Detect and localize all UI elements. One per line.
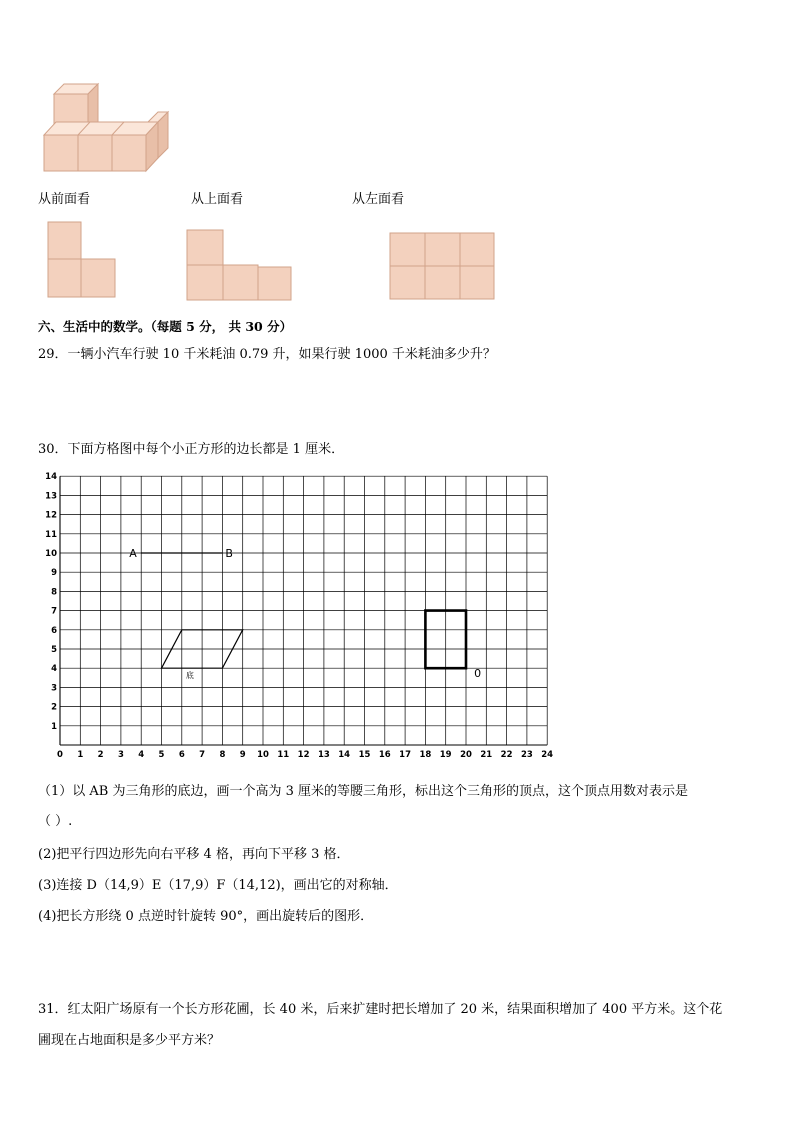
- x-tick-label: 10: [257, 750, 269, 760]
- question-30-intro: 30．下面方格图中每个小正方形的边长都是 1 厘米．: [38, 442, 345, 457]
- x-tick-label: 12: [297, 750, 310, 760]
- y-tick-label: 8: [51, 587, 57, 598]
- front-view-figure: [46, 220, 118, 300]
- x-tick-label: 1: [77, 750, 84, 760]
- point-a-label: A: [129, 547, 137, 560]
- x-tick-label: 14: [338, 750, 351, 760]
- x-tick-label: 11: [277, 750, 290, 760]
- y-tick-label: 9: [51, 568, 57, 579]
- left-view-label: 从左面看: [352, 192, 405, 207]
- cube-stack-figure: [40, 78, 175, 178]
- x-tick-label: 2: [97, 750, 104, 760]
- y-axis-tick-labels: [45, 472, 57, 732]
- question-30-part-2: (2)把平行四边形先向右平移 4 格，再向下平移 3 格．: [38, 847, 350, 862]
- x-tick-label: 20: [460, 750, 472, 760]
- x-tick-label: 13: [317, 750, 330, 760]
- front-cube-1: [44, 135, 78, 171]
- x-tick-label: 21: [480, 750, 493, 760]
- x-tick-label: 0: [57, 750, 63, 760]
- question-30-part-1-line-2: （ ）.: [38, 814, 73, 829]
- y-tick-label: 2: [51, 702, 57, 713]
- top-view-label: 从上面看: [191, 192, 244, 207]
- front-cube-2: [78, 135, 112, 171]
- x-axis-tick-labels: [57, 750, 553, 760]
- x-tick-label: 5: [158, 750, 165, 760]
- x-tick-label: 7: [199, 750, 206, 760]
- question-31-line-2: 圃现在占地面积是多少平方米？: [38, 1033, 221, 1048]
- x-tick-label: 8: [219, 750, 226, 760]
- top-view-figure: [186, 229, 294, 303]
- left-view-figure: [389, 232, 497, 302]
- y-tick-label: 10: [45, 549, 57, 559]
- x-tick-label: 22: [500, 750, 513, 760]
- y-tick-label: 13: [45, 491, 57, 502]
- x-tick-label: 24: [541, 750, 554, 760]
- point-b-label: B: [225, 547, 233, 560]
- question-31-line-1: 31．红太阳广场原有一个长方形花圃，长 40 米，后来扩建时把长增加了 20 米，结果面积增加了 400 平方米。这个花: [38, 1002, 723, 1017]
- x-tick-label: 17: [399, 750, 412, 760]
- x-tick-label: 23: [520, 750, 533, 760]
- x-tick-label: 19: [439, 750, 452, 760]
- front-view-label: 从前面看: [38, 192, 91, 207]
- x-tick-label: 9: [239, 750, 246, 760]
- x-tick-label: 18: [419, 750, 432, 760]
- grid-lines: [60, 476, 547, 745]
- question-30-part-1-line-1: （1）以 AB 为三角形的底边，画一个高为 3 厘米的等腰三角形，标出这个三角形的顶点，这个顶点用数对表示是: [38, 784, 689, 799]
- base-label: 底: [185, 671, 194, 681]
- x-tick-label: 3: [117, 750, 124, 760]
- y-tick-label: 14: [45, 472, 57, 483]
- x-tick-label: 6: [178, 750, 185, 760]
- y-tick-label: 1: [51, 721, 57, 732]
- x-tick-label: 15: [358, 750, 371, 760]
- y-tick-label: 6: [51, 625, 57, 636]
- y-tick-label: 7: [51, 606, 57, 617]
- question-30-part-4: (4)把长方形绕 0 点逆时针旋转 90°，画出旋转后的图形．: [38, 909, 374, 924]
- question-30-part-3: (3)连接 D（14,9）E（17,9）F（14,12)，画出它的对称轴．: [38, 878, 398, 893]
- y-tick-label: 11: [45, 529, 57, 540]
- question-29: 29．一辆小汽车行驶 10 千米耗油 0.79 升，如果行驶 1000 千米耗油多少升？: [38, 347, 496, 362]
- x-tick-label: 16: [378, 750, 391, 760]
- x-tick-label: 4: [138, 750, 145, 760]
- point-o-label: 0: [474, 667, 482, 681]
- y-tick-label: 4: [51, 664, 57, 675]
- coordinate-grid: [30, 470, 560, 760]
- y-tick-label: 5: [51, 645, 57, 655]
- y-tick-label: 3: [51, 683, 57, 694]
- front-cube-3: [112, 135, 146, 171]
- section-heading: 六、生活中的数学。（每题 5 分， 共 30 分）: [38, 319, 293, 334]
- y-tick-label: 12: [45, 510, 57, 521]
